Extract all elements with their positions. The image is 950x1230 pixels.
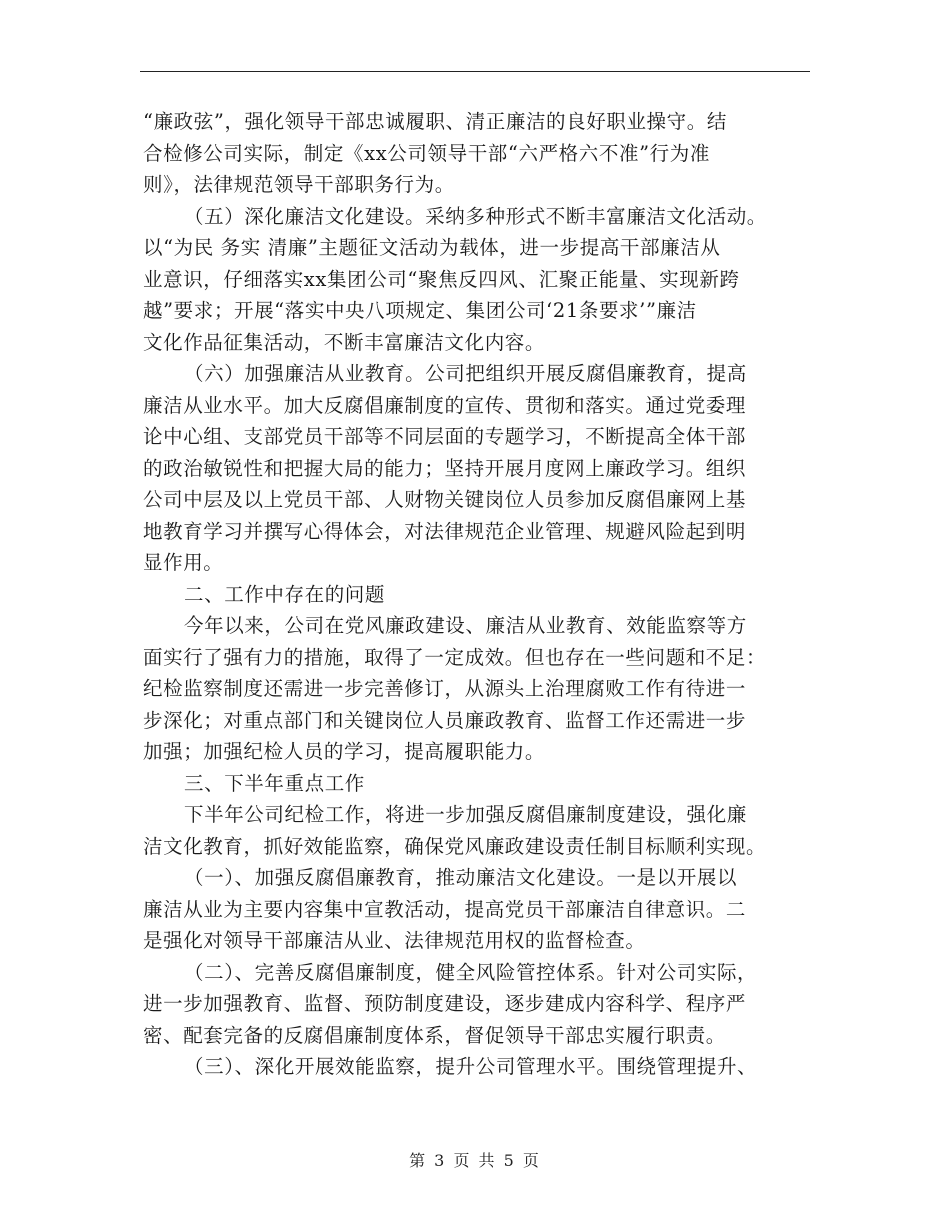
text-line: 的政治敏锐性和把握大局的能力；坚持开展月度网上廉政学习。组织 — [143, 456, 747, 480]
text-line: 地教育学习并撰写心得体会，对法律规范企业管理、规避风险起到明 — [143, 519, 747, 543]
text-line: “廉政弦”，强化领导干部忠诚履职、清正廉洁的良好职业操守。结 — [143, 110, 727, 133]
text-line: 下半年公司纪检工作，将进一步加强反腐倡廉制度建设，强化廉 — [184, 803, 747, 826]
text-line: 廉洁从业为主要内容集中宣教活动，提高党员干部廉洁自律意识。二 — [143, 897, 747, 921]
text-line: 是强化对领导干部廉洁从业、法律规范用权的监督检查。 — [143, 929, 646, 952]
text-line: （五）深化廉洁文化建设。采纳多种形式不断丰富廉洁文化活动。 — [184, 204, 767, 228]
text-line: 论中心组、支部党员干部等不同层面的专题学习，不断提高全体干部 — [143, 425, 747, 448]
text-line: 加强；加强纪检人员的学习，提高履职能力。 — [143, 740, 546, 763]
page-footer: 第 3 页 共 5 页 — [409, 1151, 541, 1170]
text-line: （二）、完善反腐倡廉制度，健全风险管控体系。针对公司实际， — [184, 960, 758, 984]
text-line: 显作用。 — [143, 551, 224, 574]
text-line: 进一步加强教育、监督、预防制度建设，逐步建成内容科学、程序严 — [143, 992, 747, 1015]
header-rule — [140, 71, 810, 72]
text-line: 廉洁从业水平。加大反腐倡廉制度的宣传、贯彻和落实。通过党委理 — [143, 393, 747, 417]
text-line: （三）、深化开展效能监察，提升公司管理水平。围绕管理提升、 — [184, 1055, 758, 1078]
text-line: （一）、加强反腐倡廉教育，推动廉洁文化建设。一是以开展以 — [184, 866, 738, 889]
text-line: 公司中层及以上党员干部、人财物关键岗位人员参加反腐倡廉网上基 — [143, 488, 747, 511]
text-line: 纪检监察制度还需进一步完善修订，从源头上治理腐败工作有待进一 — [143, 677, 747, 700]
body-text — [143, 106, 813, 1083]
text-line: 密、配套完备的反腐倡廉制度体系，督促领导干部忠实履行职责。 — [143, 1023, 726, 1047]
text-line: 以“为民 务实 清廉”主题征文活动为载体，进一步提高干部廉洁从 — [143, 236, 721, 259]
text-line: 越”要求；开展“落实中央八项规定、集团公司‘21条要求’”廉洁 — [143, 299, 697, 322]
text-line: 业意识，仔细落实xx集团公司“聚焦反四风、汇聚正能量、实现新跨 — [143, 267, 740, 291]
text-line: 则》，法律规范领导干部职务行为。 — [143, 173, 455, 196]
text-line: 文化作品征集活动，不断丰富廉洁文化内容。 — [143, 330, 546, 354]
text-line: 二、工作中存在的问题 — [184, 582, 386, 606]
text-line: 面实行了强有力的措施，取得了一定成效。但也存在一些问题和不足： — [143, 645, 767, 669]
text-line: 三、下半年重点工作 — [184, 771, 365, 795]
text-line: 步深化；对重点部门和关键岗位人员廉政教育、监督工作还需进一步 — [143, 708, 747, 732]
text-line: 今年以来，公司在党风廉政建设、廉洁从业教育、效能监察等方 — [184, 614, 747, 637]
text-line: （六）加强廉洁从业教育。公司把组织开展反腐倡廉教育，提高 — [184, 362, 747, 385]
text-line: 合检修公司实际，制定《xx公司领导干部“六严格六不准”行为准 — [143, 141, 710, 165]
text-line: 洁文化教育，抓好效能监察，确保党风廉政建设责任制目标顺利实现。 — [143, 834, 767, 858]
